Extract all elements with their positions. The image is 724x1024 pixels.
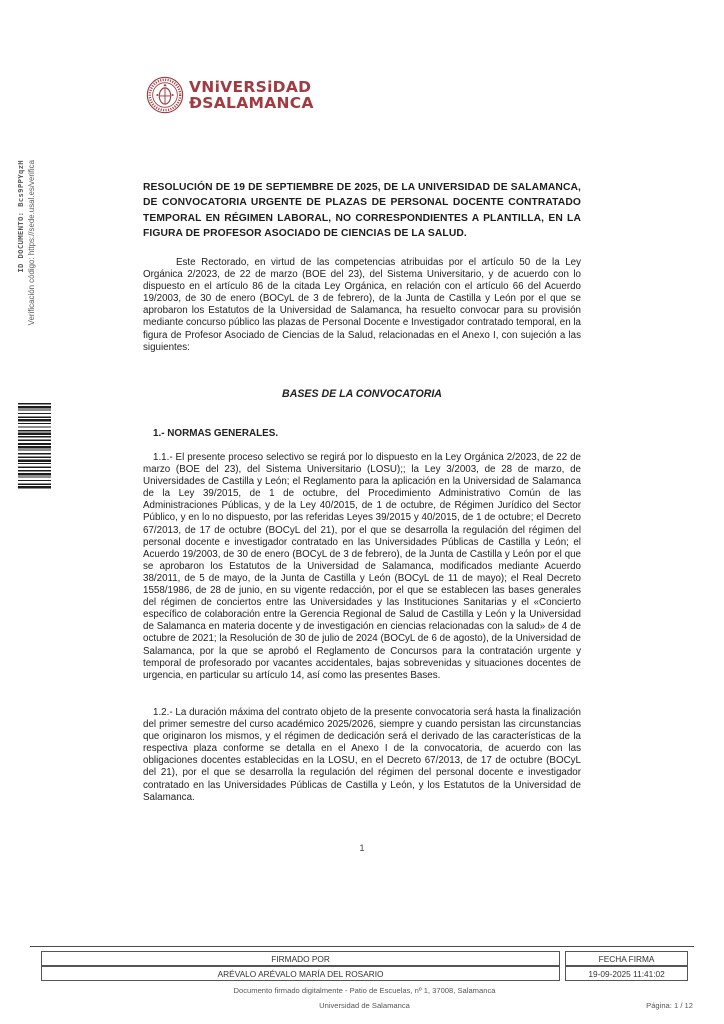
intro-paragraph: Este Rectorado, en virtud de las competencias atribuidas por el artículo 50 de la Ley Orgánica 2/2023, de 22 de marzo (BOE del 23), del Sistema Universitario, y de acuerdo con lo dispuesto en el artículo 86 de la citada Ley Orgánica, en relación con el artículo 66 del Acuerdo 19/2003, de 30 de enero (BOCyL de 3 de febrero), de la Junta de Castilla y León por el que se aprobaron los Estatutos de la Universidad de Salamanca, ha resuelto convocar para su provisión mediante concurso público las plazas de Personal Docente e Investigador contratado temporal, en la figura de Profesor Asociado de Ciencias de la Salud, relacionadas en el Anexo I, con sujeción a las siguientes: [143,257,581,353]
barcode-icon [18,403,51,490]
resolution-title: RESOLUCIÓN DE 19 DE SEPTIEMBRE DE 2025, DE LA UNIVERSIDAD DE SALAMANCA, DE CONVOCATORIA URGENTE DE PLAZAS DE PERSONAL DOCENTE CONTRATADO TEMPORAL EN RÉGIMEN LABORAL, NO CORRESPONDIENTES A PLANTILLA, EN LA FIGURA DE PROFESOR ASOCIADO DE CIENCIAS DE LA SALUD. [143,182,581,239]
verification-code-text: Verificación código: https://sede.usal.es/verifica [26,160,36,326]
university-seal-icon [146,76,184,114]
clause-1-1-paragraph: 1.1.- El presente proceso selectivo se regirá por lo dispuesto en la Ley Orgánica 2/2023, de 22 de marzo (BOE del 23), del Sistema Universitario (LOSU);; la Ley 3/2003, de 28 de marzo, de Universidades de Castilla y León; el Reglamento para la aplicación en la Universidad de Salamanca de la Ley 39/2015, de 1 de octubre, del Procedimiento Administrativo Común de las Administraciones Públicas, y de la Ley 40/2015, de 1 de octubre, de Régimen Jurídico del Sector Público, y en lo no dispuesto, por las referidas Leyes 39/2015 y 40/2015, de 1 de octubre; el Decreto 67/2013, de 17 de octubre (BOCyL del 21), por el que se desarrolla la regulación del régimen del personal docente e investigador contratado en las Universidades Públicas de Castilla y León; el Acuerdo 19/2003, de 30 de enero (BOCyL de 3 de febrero), de la Junta de Castilla y León por el que se aprobaron los Estatutos de la Universidad de Salamanca, modificados mediante Acuerdo 38/2011, de 5 de mayo, de la Junta de Castilla y León (BOCyL de 11 de mayo); el Real Decreto 1558/1986, de 28 de junio, en su vigente redacción, por el que se establecen las bases generales del régimen de conciertos entre las Universidades y las Instituciones Sanitarias y el «Concierto específico de colaboración entre la Gerencia Regional de Salud de Castilla y León y la Universidad de Salamanca en materia docente y de investigación en ciencias relacionadas con la salud» de 4 de octubre de 2021; la Resolución de 30 de julio de 2024 (BOCyL de 6 de agosto), de la Universidad de Salamanca, por la que se aprobó el Reglamento de Concursos para la contratación urgente y temporal de profesorado por vacantes accidentales, bajas sobrevenidas y situaciones docentes de urgencia, en particular su artículo 14, así como las presentes Bases. [143,452,581,681]
logo-wordmark-line2: ÐSALAMANCA [189,94,314,112]
footer-divider [30,946,694,947]
signature-date-value: 19-09-2025 11:41:02 [565,966,688,981]
subsection-heading-normas-generales: 1.- NORMAS GENERALES. [153,428,279,439]
logo-wordmark-line1: VNiVERSiDAD [189,78,312,96]
footer-institution: Universidad de Salamanca [319,1001,410,1010]
document-id-text: ID DOCUMENTO: Bcs9PPYqzH [16,160,25,273]
signed-by-header: FIRMADO POR [41,951,560,966]
table-row [41,966,688,981]
section-heading-bases: BASES DE LA CONVOCATORIA [282,388,442,400]
university-logo [146,76,314,114]
signer-name: ARÉVALO ARÉVALO MARÍA DEL ROSARIO [41,966,560,981]
logo-wordmark [189,79,314,111]
signature-table [36,951,693,981]
table-row [41,951,688,966]
footer-page-indicator: Página: 1 / 12 [646,1001,693,1010]
footer-address-line: Documento firmado digitalmente - Patio de Escuelas, nº 1, 37008, Salamanca [233,986,496,995]
clause-1-2-paragraph: 1.2.- La duración máxima del contrato objeto de la presente convocatoria será hasta la finalización del primer semestre del curso académico 2025/2026, siempre y cuando persistan las circunstancias que originaron los mismos, y el régimen de dedicación será el derivado de las características de la respectiva plaza conforme se detalla en el Anexo I de la convocatoria, de acuerdo con las obligaciones docentes establecidas en la LOSU, en el Decreto 67/2013, de 17 de octubre (BOCyL del 21), por el que se desarrolla la regulación del régimen del personal docente e investigador contratado en las Universidades Públicas de Castilla y León, y los Estatutos de la Universidad de Salamanca. [143,707,581,803]
signature-date-header: FECHA FIRMA [565,951,688,966]
page-number: 1 [359,843,365,854]
